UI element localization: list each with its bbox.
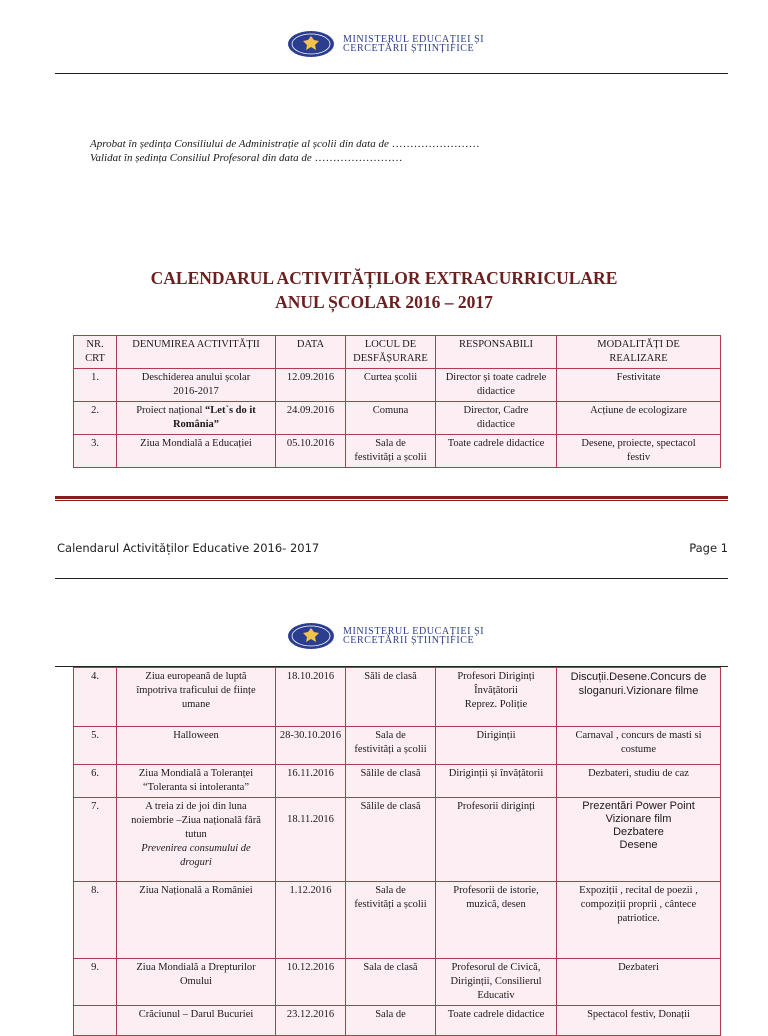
table-row: 6. Ziua Mondială a Toleranței “Toleranta si intoleranta” 16.11.2016 Sălile de clasă Diriginții și învățătorii Dezbateri, studiu de caz — [74, 765, 721, 798]
document-title: CALENDARUL ACTIVITĂȚILOR EXTRACURRICULARE — [150, 268, 618, 288]
ministry-name-line2: CERCETĂRII ȘTIINȚIFICE — [343, 635, 475, 646]
header-responsabili: RESPONSABILI — [436, 336, 557, 369]
approval-block — [90, 137, 480, 165]
document-subtitle: ANUL ȘCOLAR 2016 – 2017 — [275, 292, 493, 312]
ministry-seal-icon — [287, 622, 335, 650]
table-row: 7. A treia zi de joi din luna noiembrie –Ziua națională fără tutun Prevenirea consumului de droguri 18.11.2016 Sălile de clasă Profesorii diriginți Prezentări Power Point Vizionare film Dezbatere Desene — [74, 798, 721, 882]
header-data: DATA — [276, 336, 346, 369]
footer-page-number: Page 1 — [689, 541, 728, 555]
table-row: 2. Proiect național “Let`s do it România” 24.09.2016 Comuna Director, Cadre didactice Acțiune de ecologizare — [74, 402, 721, 435]
page-break-rule — [55, 578, 728, 579]
table-header-row — [74, 336, 721, 369]
footer-document-title: Calendarul Activităților Educative 2016- 2017 — [57, 541, 320, 555]
ministry-seal-icon — [287, 30, 335, 58]
activities-table-page2 — [73, 667, 721, 1036]
ministry-name-line2: CERCETĂRII ȘTIINȚIFICE — [343, 43, 475, 54]
ministry-name-line1: MINISTERUL EDUCAȚIEI ȘI — [343, 34, 485, 45]
header-rule — [55, 73, 728, 74]
approval-line-admin: Aprobat în ședința Consiliului de Administrație al școlii din data de …………………… — [90, 138, 480, 150]
header-nr: NR. CRT — [74, 336, 117, 369]
ministry-name-line1: MINISTERUL EDUCAȚIEI ȘI — [343, 626, 485, 637]
ministry-logo — [287, 29, 484, 59]
footer-divider — [55, 496, 728, 502]
table-row: 9. Ziua Mondială a Drepturilor Omului 10.12.2016 Sala de clasă Profesorul de Civică, Diriginții, Consilierul Educativ Dezbateri — [74, 959, 721, 1006]
approval-line-profesoral: Validat în ședința Consiliul Profesoral din data de …………………… — [90, 152, 403, 164]
header-locul: LOCUL DE DESFĂȘURARE — [346, 336, 436, 369]
header-denumirea: DENUMIREA ACTIVITĂȚII — [117, 336, 276, 369]
activities-table-page1 — [73, 335, 721, 468]
ministry-logo-page2 — [287, 621, 484, 651]
table-row: 5. Halloween 28-30.10.2016 Sala de festivități a școlii Diriginții Carnaval , concurs de masti si costume — [74, 727, 721, 765]
table-row: 4. Ziua europeană de luptă împotriva traficului de ființe umane 18.10.2016 Săli de clasă Profesori Diriginți Învățătorii Reprez. Poliție Discuții.Desene.Concurs de sloganuri.Vizionare filme — [74, 668, 721, 727]
table-row: 1. Deschiderea anului școlar 2016-2017 12.09.2016 Curtea școlii Director și toate cadrele didactice Festivitate — [74, 369, 721, 402]
header-modalitati: MODALITĂȚI DE REALIZARE — [557, 336, 721, 369]
table-row: 3. Ziua Mondială a Educației 05.10.2016 Sala de festivități a școlii Toate cadrele didactice Desene, proiecte, spectacol festiv — [74, 435, 721, 468]
table-row: 8. Ziua Națională a României 1.12.2016 Sala de festivități a școlii Profesorii de istorie, muzică, desen Expoziții , recital de poezii , compoziții proprii , cântece patriotice. — [74, 882, 721, 959]
table-row: Crăciunul – Darul Bucuriei 23.12.2016 Sala de Toate cadrele didactice Spectacol festiv, Donații — [74, 1006, 721, 1036]
